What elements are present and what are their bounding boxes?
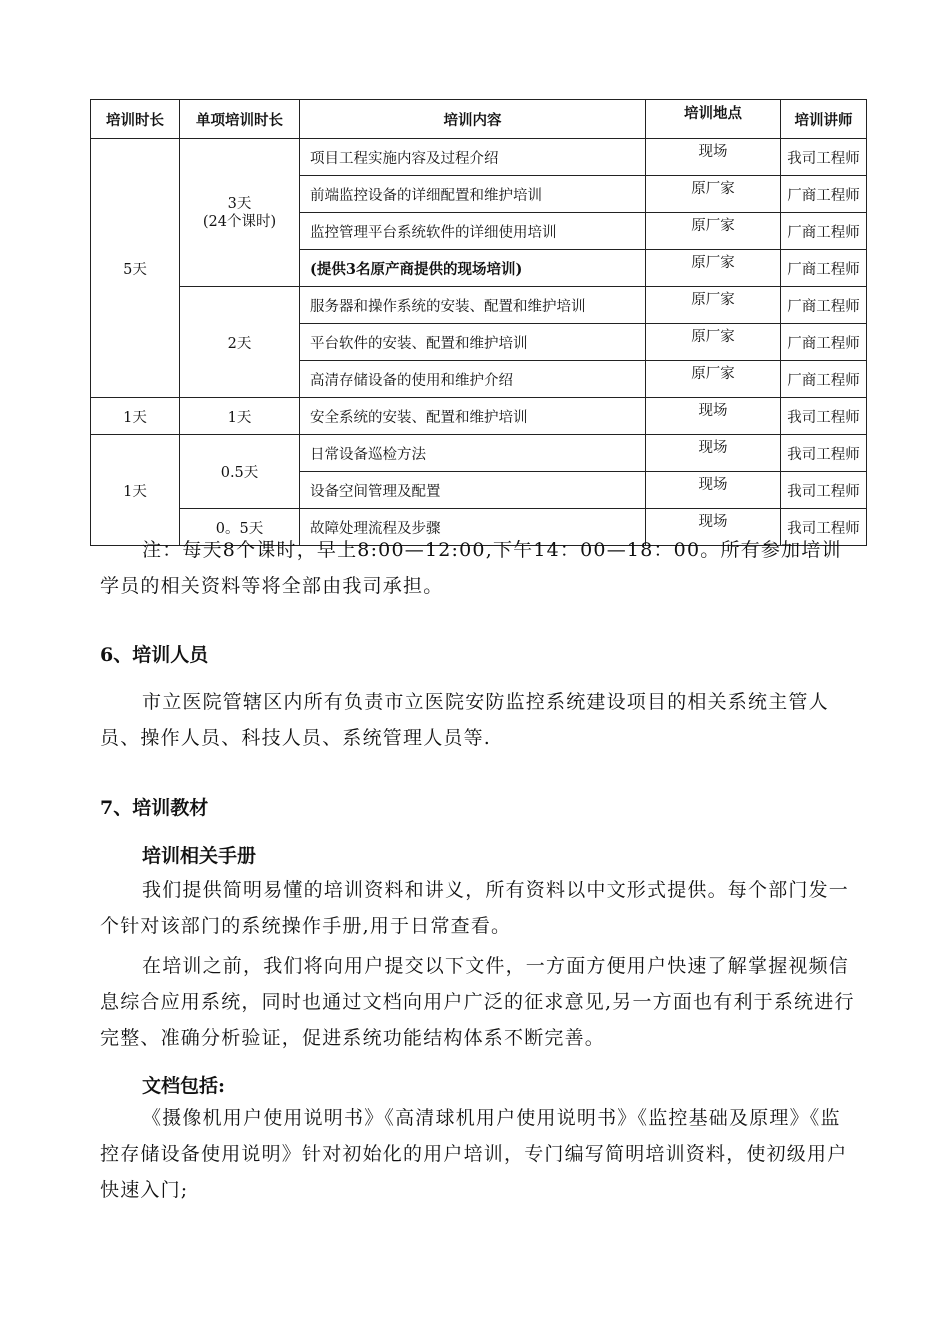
table-row: [91, 139, 867, 176]
row-content: 平台软件的安装、配置和维护培训: [300, 324, 646, 361]
row-teacher: 厂商工程师: [781, 250, 867, 287]
item-duration-line: (24个课时): [202, 213, 277, 230]
row-teacher: 我司工程师: [781, 139, 867, 176]
table-row: [91, 287, 867, 324]
row-content: 服务器和操作系统的安装、配置和维护培训: [300, 287, 646, 324]
group-duration: 1天: [91, 435, 180, 546]
row-location: 现场: [646, 139, 781, 176]
row-location: 原厂家: [646, 176, 781, 213]
row-teacher: 厂商工程师: [781, 361, 867, 398]
row-content: 监控管理平台系统软件的详细使用培训: [300, 213, 646, 250]
group-duration: 5天: [91, 139, 180, 398]
row-location: 原厂家: [646, 361, 781, 398]
row-teacher: 我司工程师: [781, 435, 867, 472]
section7-subheading: 培训相关手册: [142, 845, 257, 867]
item-duration: 0。5天: [180, 509, 300, 546]
docs-heading: 文档包括:: [142, 1075, 226, 1097]
table-row: [91, 398, 867, 435]
docs-text: 《摄像机用户使用说明书》《高清球机用户使用说明书》《监控基础及原理》《监控存储设备使用说明》针对初始化的用户培训，专门编写简明培训资料，使初级用户快速入门;: [100, 1107, 848, 1201]
header-item-duration: 单项培训时长: [180, 100, 300, 139]
row-location: 现场: [646, 472, 781, 509]
section7-para1: 我们提供简明易懂的培训资料和讲义，所有资料以中文形式提供。每个部门发一个针对该部门的系统操作手册,用于日常查看。: [100, 879, 850, 937]
table-note: 注：每天8个课时，早上8:00—12:00,下午14：00—18：00。所有参加培训学员的相关资料等将全部由我司承担。: [100, 539, 842, 597]
row-content: 故障处理流程及步骤: [300, 509, 646, 546]
row-content: (提供3名原产商提供的现场培训): [300, 250, 646, 287]
row-content: 设备空间管理及配置: [300, 472, 646, 509]
row-location: 原厂家: [646, 250, 781, 287]
item-duration: [180, 139, 300, 287]
row-content: 高清存储设备的使用和维护介绍: [300, 361, 646, 398]
item-duration: 2天: [180, 287, 300, 398]
table-header-row: [91, 100, 867, 139]
section7-para2: 在培训之前，我们将向用户提交以下文件，一方面方便用户快速了解掌握视频信息综合应用系统，同时也通过文档向用户广泛的征求意见,另一方面也有利于系统进行完整、准确分析验证，促进系统功能结构体系不断完善。: [100, 955, 855, 1049]
header-total-duration: 培训时长: [91, 100, 180, 139]
row-location: 现场: [646, 435, 781, 472]
row-teacher: 我司工程师: [781, 398, 867, 435]
section7-heading: 7、培训教材: [100, 797, 209, 819]
row-teacher: 厂商工程师: [781, 213, 867, 250]
row-teacher: 厂商工程师: [781, 287, 867, 324]
group-duration: 1天: [91, 398, 180, 435]
row-location: 原厂家: [646, 287, 781, 324]
row-location: 现场: [646, 398, 781, 435]
row-teacher: 厂商工程师: [781, 176, 867, 213]
section6-text: 市立医院管辖区内所有负责市立医院安防监控系统建设项目的相关系统主管人员、操作人员、科技人员、系统管理人员等.: [100, 691, 829, 749]
row-location: 现场: [646, 509, 781, 546]
row-content: 日常设备巡检方法: [300, 435, 646, 472]
row-content: 前端监控设备的详细配置和维护培训: [300, 176, 646, 213]
table-row: [91, 435, 867, 472]
header-teacher: 培训讲师: [781, 100, 867, 139]
row-teacher: 厂商工程师: [781, 324, 867, 361]
item-duration-line: 3天: [227, 195, 252, 212]
row-location: 原厂家: [646, 324, 781, 361]
header-location: 培训地点: [646, 100, 781, 139]
item-duration: 0.5天: [180, 435, 300, 509]
training-schedule-table: [90, 99, 867, 546]
row-teacher: 我司工程师: [781, 509, 867, 546]
section6-heading: 6、培训人员: [100, 644, 209, 666]
item-duration: 1天: [180, 398, 300, 435]
row-teacher: 我司工程师: [781, 472, 867, 509]
row-location: 原厂家: [646, 213, 781, 250]
row-content: 安全系统的安装、配置和维护培训: [300, 398, 646, 435]
header-content: 培训内容: [300, 100, 646, 139]
row-content: 项目工程实施内容及过程介绍: [300, 139, 646, 176]
